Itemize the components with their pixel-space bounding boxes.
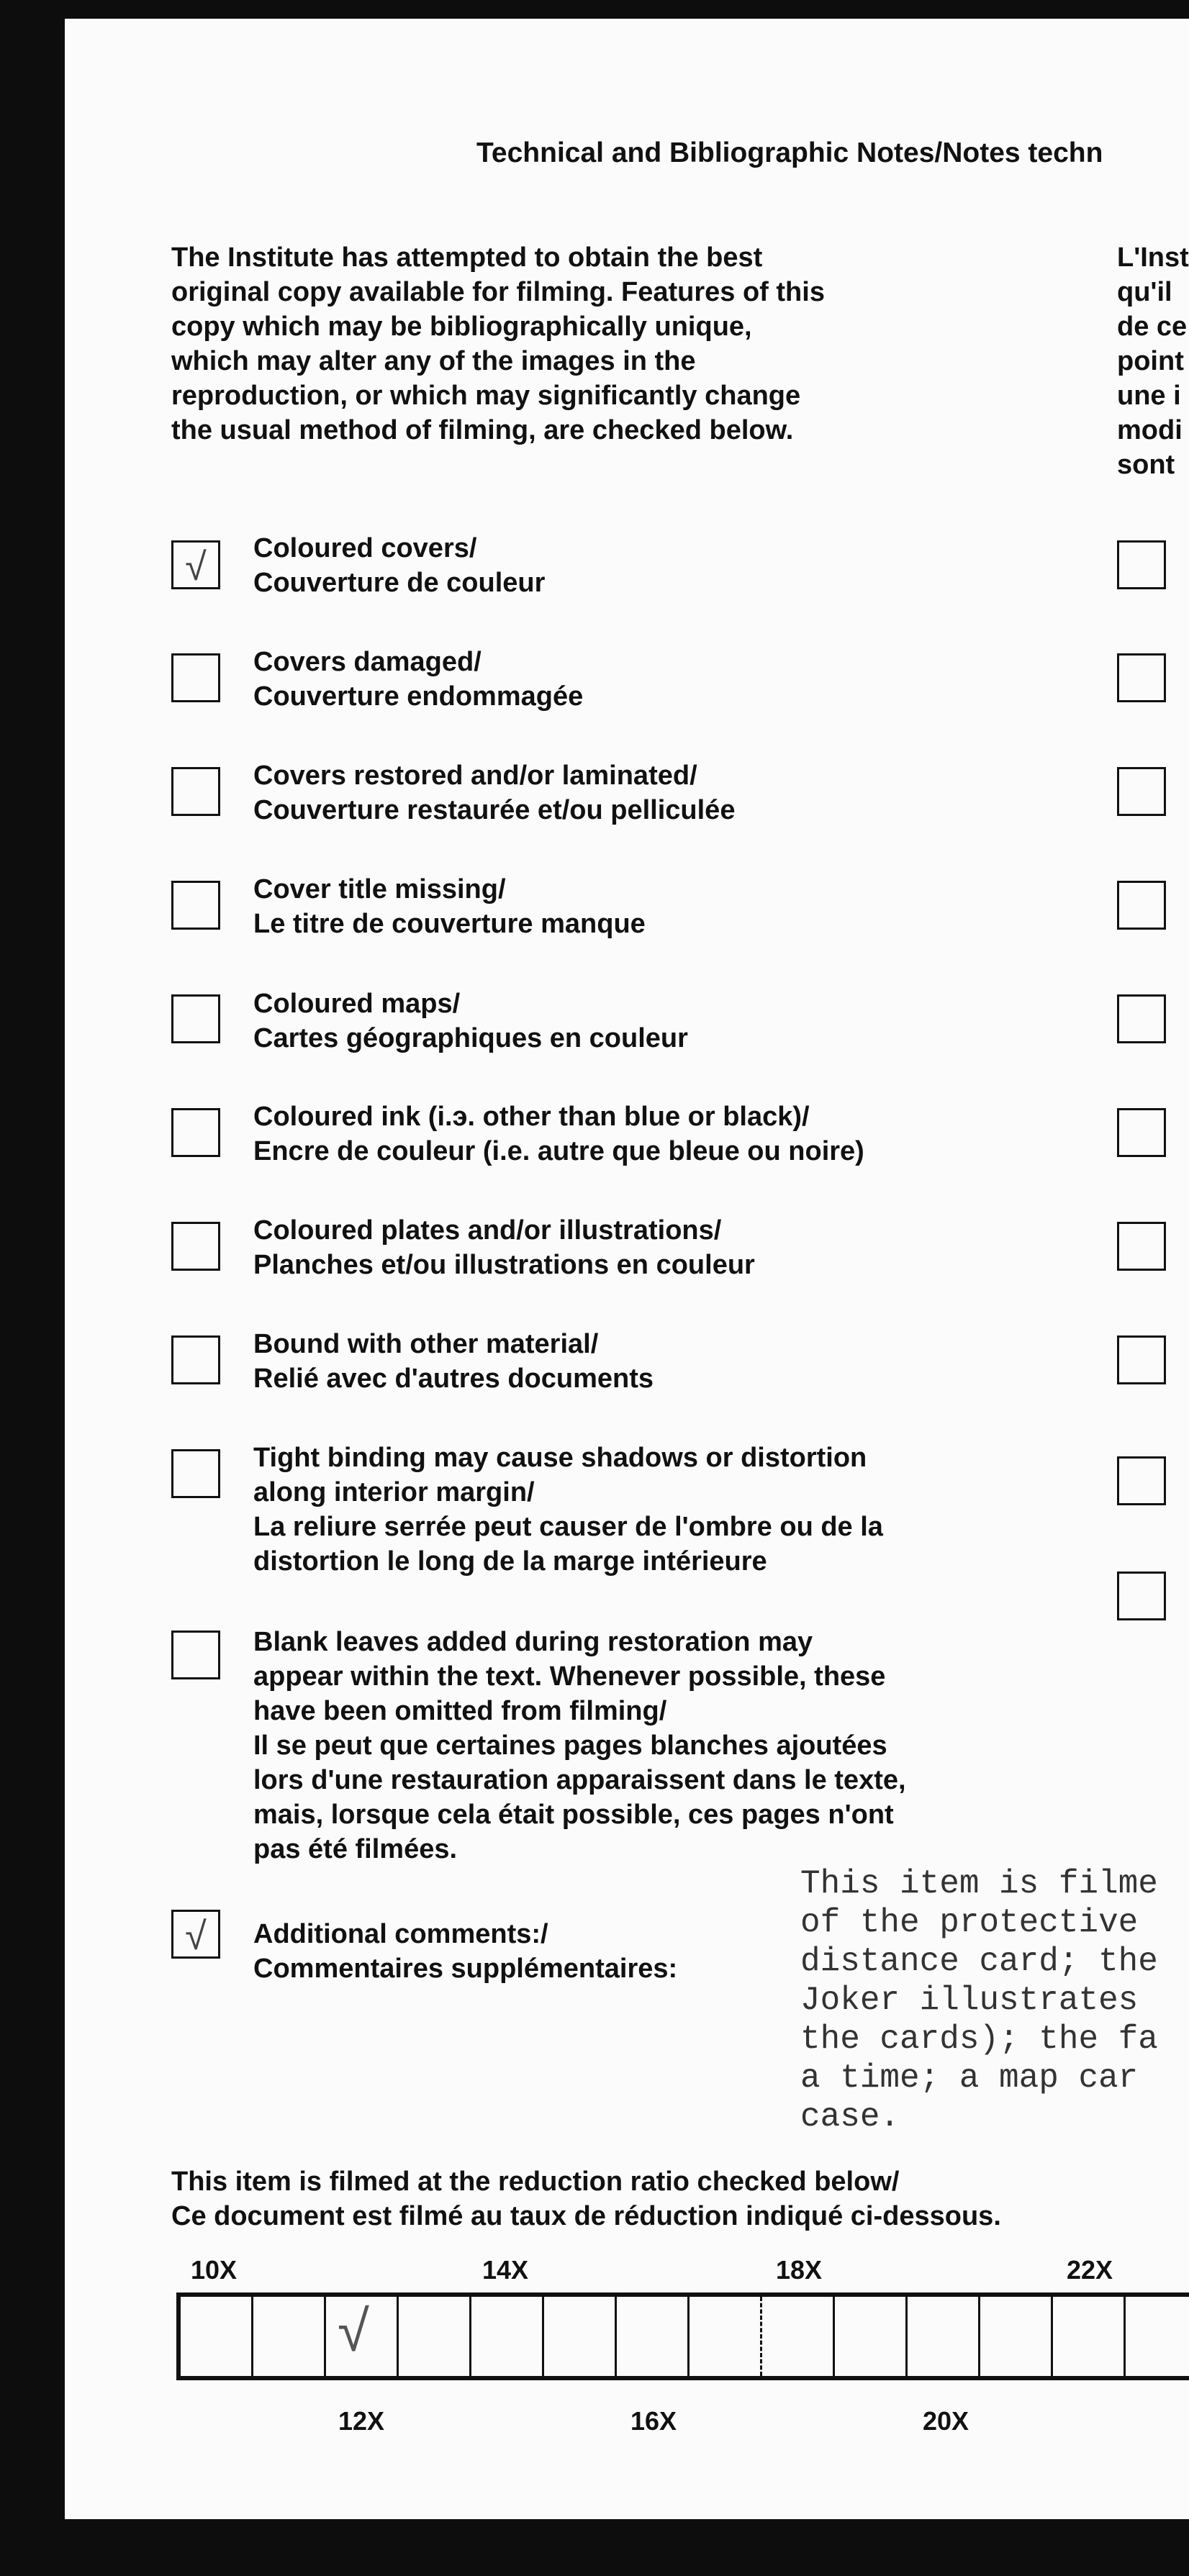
intro-text-en: The Institute has attempted to obtain the best original copy available for filming. Features of this copy which may be bibliographically unique, which may alter any of the images in the reproduction, or which may significantly change the usual method of filming, are checked below. bbox=[171, 242, 825, 445]
scale-label-12x: 12X bbox=[338, 2406, 385, 2436]
scale-label-20x: 20X bbox=[923, 2406, 969, 2436]
reduction-ratio-scale bbox=[176, 2292, 1189, 2380]
label-cover-title-missing: Cover title missing/ Le titre de couverture manque bbox=[253, 874, 646, 939]
scale-label-18x: 18X bbox=[776, 2255, 823, 2285]
checkbox-right-6[interactable] bbox=[1117, 1108, 1166, 1157]
page-title: Technical and Bibliographic Notes/Notes techn bbox=[476, 137, 1103, 168]
checkbox-right-2[interactable] bbox=[1117, 653, 1166, 702]
checkbox-coloured-ink[interactable] bbox=[171, 1108, 220, 1157]
checkbox-right-7[interactable] bbox=[1117, 1222, 1166, 1271]
scale-cell[interactable] bbox=[399, 2297, 471, 2376]
check-mark: √ bbox=[185, 545, 207, 589]
check-mark: √ bbox=[185, 1915, 207, 1958]
checkbox-additional-comments[interactable] bbox=[171, 1910, 220, 1959]
label-additional-comments: Additional comments:/ Commentaires supplémentaires: bbox=[253, 1919, 678, 1984]
label-coloured-covers: Coloured covers/ Couverture de couleur bbox=[253, 533, 546, 598]
checkbox-tight-binding[interactable] bbox=[171, 1449, 220, 1498]
checkbox-right-1[interactable] bbox=[1117, 540, 1166, 589]
scale-cell[interactable] bbox=[908, 2297, 980, 2376]
intro-text-fr: L'Inst qu'il de ce point une i modi sont bbox=[1117, 242, 1189, 480]
scale-cell[interactable] bbox=[617, 2297, 690, 2376]
checkbox-right-8[interactable] bbox=[1117, 1335, 1166, 1384]
scale-cell-checked[interactable] bbox=[326, 2297, 399, 2376]
document-page bbox=[65, 19, 1189, 2519]
label-blank-leaves: Blank leaves added during restoration may appear within the text. Whenever possible, these have been omitted from filming/ Il se peut que certaines pages blanches ajoutées lors d'une restauration apparaissent dans le texte, mais, lorsque cela était possible, ces pages n'ont pas été filmées. bbox=[253, 1627, 906, 1864]
scale-cell[interactable] bbox=[253, 2297, 326, 2376]
scale-cell[interactable] bbox=[980, 2297, 1053, 2376]
checkbox-right-4[interactable] bbox=[1117, 881, 1166, 930]
scale-cell[interactable] bbox=[1053, 2297, 1126, 2376]
checkbox-blank-leaves[interactable] bbox=[171, 1631, 220, 1679]
checkbox-covers-restored[interactable] bbox=[171, 767, 220, 816]
checkbox-coloured-plates[interactable] bbox=[171, 1222, 220, 1271]
scale-label-16x: 16X bbox=[630, 2406, 677, 2436]
label-coloured-ink: Coloured ink (i.э. other than blue or black)/ Encre de couleur (i.e. autre que bleue ou noire) bbox=[253, 1102, 864, 1166]
label-covers-damaged: Covers damaged/ Couverture endommagée bbox=[253, 647, 584, 712]
label-coloured-plates: Coloured plates and/or illustrations/ Planches et/ou illustrations en couleur bbox=[253, 1215, 755, 1280]
scale-cell[interactable] bbox=[544, 2297, 617, 2376]
label-covers-restored: Covers restored and/or laminated/ Couverture restaurée et/ou pelliculée bbox=[253, 761, 736, 825]
scale-cell[interactable] bbox=[690, 2297, 762, 2376]
label-tight-binding: Tight binding may cause shadows or distortion along interior margin/ La reliure serrée peut causer de l'ombre ou de la distortion le long de la marge intérieure bbox=[253, 1443, 883, 1577]
label-bound-with-other: Bound with other material/ Relié avec d'autres documents bbox=[253, 1329, 654, 1394]
reduction-ratio-text: This item is filmed at the reduction ratio checked below/ Ce document est filmé au taux de réduction indiqué ci-dessous. bbox=[171, 2167, 1001, 2231]
checkbox-right-10[interactable] bbox=[1117, 1572, 1166, 1620]
scale-label-14x: 14X bbox=[482, 2255, 529, 2285]
scale-cell[interactable] bbox=[181, 2297, 253, 2376]
checkbox-right-5[interactable] bbox=[1117, 994, 1166, 1043]
checkbox-coloured-maps[interactable] bbox=[171, 994, 220, 1043]
checkbox-right-3[interactable] bbox=[1117, 767, 1166, 816]
scale-label-22x: 22X bbox=[1067, 2255, 1113, 2285]
label-coloured-maps: Coloured maps/ Cartes géographiques en couleur bbox=[253, 989, 688, 1053]
typed-comments: This item is filme of the protective distance card; the Joker illustrates the cards); the fa a time; a map car case. bbox=[800, 1865, 1158, 2136]
scale-cell[interactable] bbox=[762, 2297, 835, 2376]
scale-cell[interactable] bbox=[1126, 2297, 1189, 2376]
checkbox-right-9[interactable] bbox=[1117, 1456, 1166, 1505]
checkbox-coloured-covers[interactable] bbox=[171, 540, 220, 589]
scale-cell[interactable] bbox=[471, 2297, 544, 2376]
checkbox-cover-title-missing[interactable] bbox=[171, 881, 220, 930]
checkbox-bound-with-other[interactable] bbox=[171, 1335, 220, 1384]
scale-cell[interactable] bbox=[835, 2297, 908, 2376]
scale-label-10x: 10X bbox=[191, 2255, 238, 2285]
checkbox-covers-damaged[interactable] bbox=[171, 653, 220, 702]
check-mark: √ bbox=[338, 2299, 369, 2363]
